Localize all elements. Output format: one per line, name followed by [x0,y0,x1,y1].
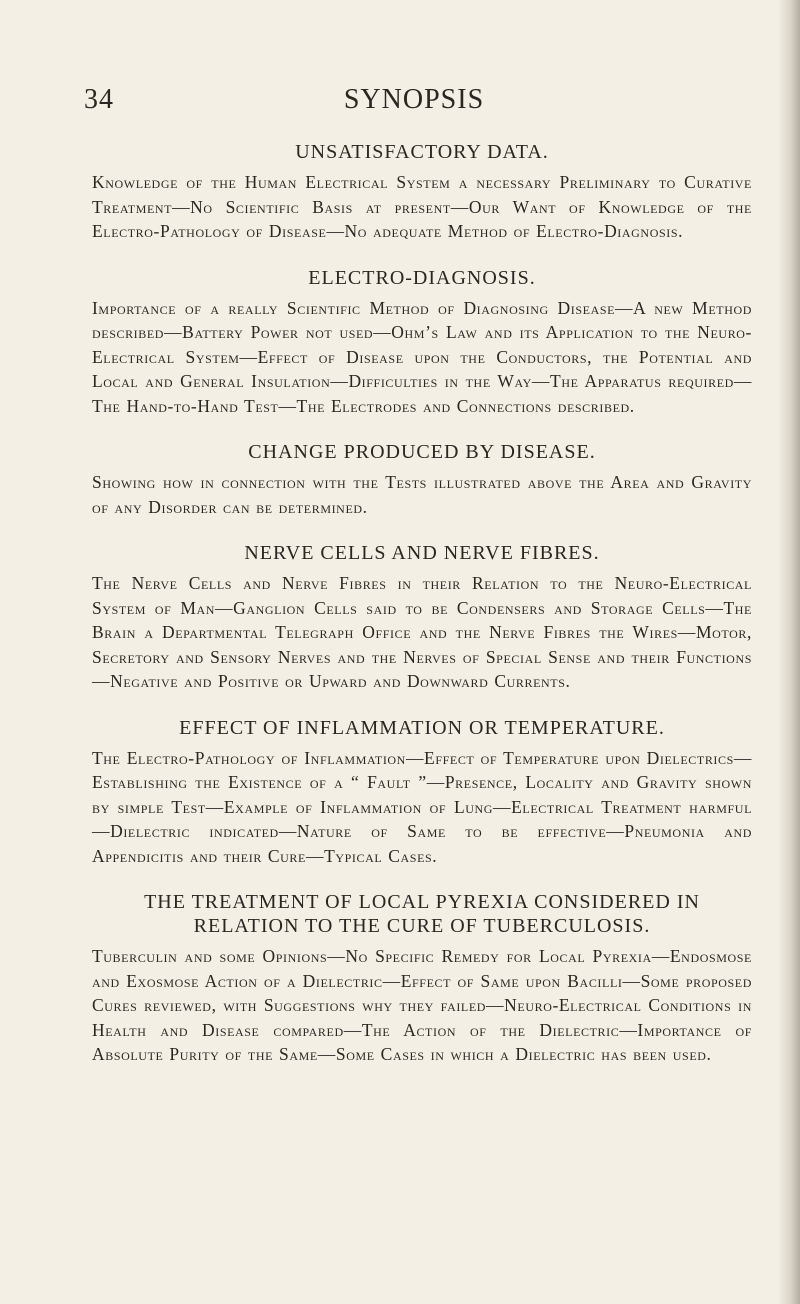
section-heading: NERVE CELLS AND NERVE FIBRES. [244,542,600,564]
page-number: 34 [84,84,114,115]
section-change-produced-by-disease [92,440,752,519]
running-head [84,84,744,124]
section-nerve-cells-and-fibres [92,541,752,694]
section-summary: Knowledge of the Human Electrical System a necessary Preliminary to Curative Treatment—No Scientific Basis at present—Our Want of Knowledge of the Electro-Pathology of Disease—No adequate Method of Electro-Diagnosis. [92,172,752,241]
running-title: SYNOPSIS [343,84,485,115]
section-heading: ELECTRO-DIAGNOSIS. [308,266,536,289]
section-summary: The Nerve Cells and Nerve Fibres in their Relation to the Neuro-Electrical System of Man—Ganglion Cells said to be Condensers and Storage Cells—The Brain a Departmental Telegraph Office and the Nerve Fibres the Wires—Motor, Secretory and Sensory Nerves and the Nerves of Special Sense and their Functions—Negative and Positive or Upward and Downward Currents. [92,573,752,691]
section-heading: CHANGE PRODUCED BY DISEASE. [248,441,596,463]
section-electro-diagnosis [92,266,752,419]
section-summary: Tuberculin and some Opinions—No Specific Remedy for Local Pyrexia—Endosmose and Exosmose Action of a Dielectric—Effect of Same upon Bacilli—Some proposed Cures reviewed, with Suggestions why they failed—Neuro-Electrical Conditions in Health and Disease compared—The Action of the Dielectric—Importance of Absolute Purity of the Same—Some Cases in which a Dielectric has been used. [92,946,752,1064]
section-effect-of-inflammation [92,716,752,869]
section-heading: EFFECT OF INFLAMMATION OR TEMPERATURE. [179,716,665,739]
section-summary: The Electro-Pathology of Inflammation—Effect of Temperature upon Dielectrics—Establishing the Existence of a “ Fault ”—Presence, Locality and Gravity shown by simple Test—Example of Inflammation of Lung—Electrical Treatment harmful—Dielectric indicated—Nature of Same to be effective—Pneumonia and Appendicitis and their Cure—Typical Cases. [92,747,752,866]
section-treatment-of-local-pyrexia [92,890,752,1067]
section-heading: THE TREATMENT OF LOCAL PYREXIA CONSIDERED IN RELATION TO THE CURE OF TUBERCULOSIS. [144,891,700,937]
section-summary: Showing how in connection with the Tests illustrated above the Area and Gravity of any Disorder can be determined. [92,472,752,517]
synopsis-content [92,140,752,1089]
section-unsatisfactory-data [92,140,752,244]
section-summary: Importance of a really Scientific Method of Diagnosing Disease—A new Method described—Battery Power not used—Ohm’s Law and its Application to the Neuro-Electrical System—Effect of Disease upon the Conductors, the Potential and Local and General Insulation—Difficulties in the Way—The Apparatus required—The Hand-to-Hand Test—The Electrodes and Connections described. [92,297,752,416]
section-heading: UNSATISFACTORY DATA. [295,141,549,163]
page-edge-shadow [778,0,800,1304]
